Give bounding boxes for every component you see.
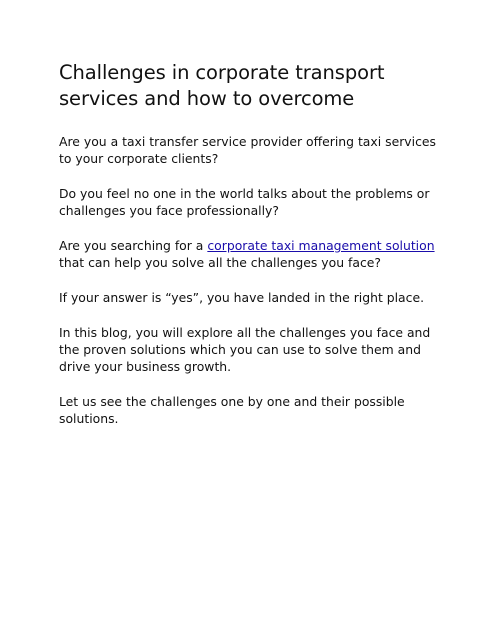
- paragraph-solution-before-link: Are you searching for a: [59, 238, 208, 253]
- document-content: [59, 60, 451, 427]
- paragraph-closing-line: Let us see the challenges one by one and their possible solutions.: [59, 394, 405, 426]
- corporate-taxi-solution-link[interactable]: corporate taxi management solution: [207, 238, 435, 253]
- paragraph-intro-question: Are you a taxi transfer service provider offering taxi services to your corporate clients?: [59, 134, 436, 166]
- paragraph-blog-overview: In this blog, you will explore all the challenges you face and the proven solutions which you can use to solve them and drive your business growth.: [59, 325, 431, 374]
- paragraph-problems-question: Do you feel no one in the world talks about the problems or challenges you face professionally?: [59, 186, 430, 218]
- paragraph-solution-after-link: that can help you solve all the challenges you face?: [59, 255, 381, 270]
- paragraph-solution-question: [59, 237, 451, 271]
- page-title: Challenges in corporate transport services and how to overcome: [59, 61, 385, 110]
- paragraph-yes-answer: If your answer is “yes”, you have landed in the right place.: [59, 290, 425, 305]
